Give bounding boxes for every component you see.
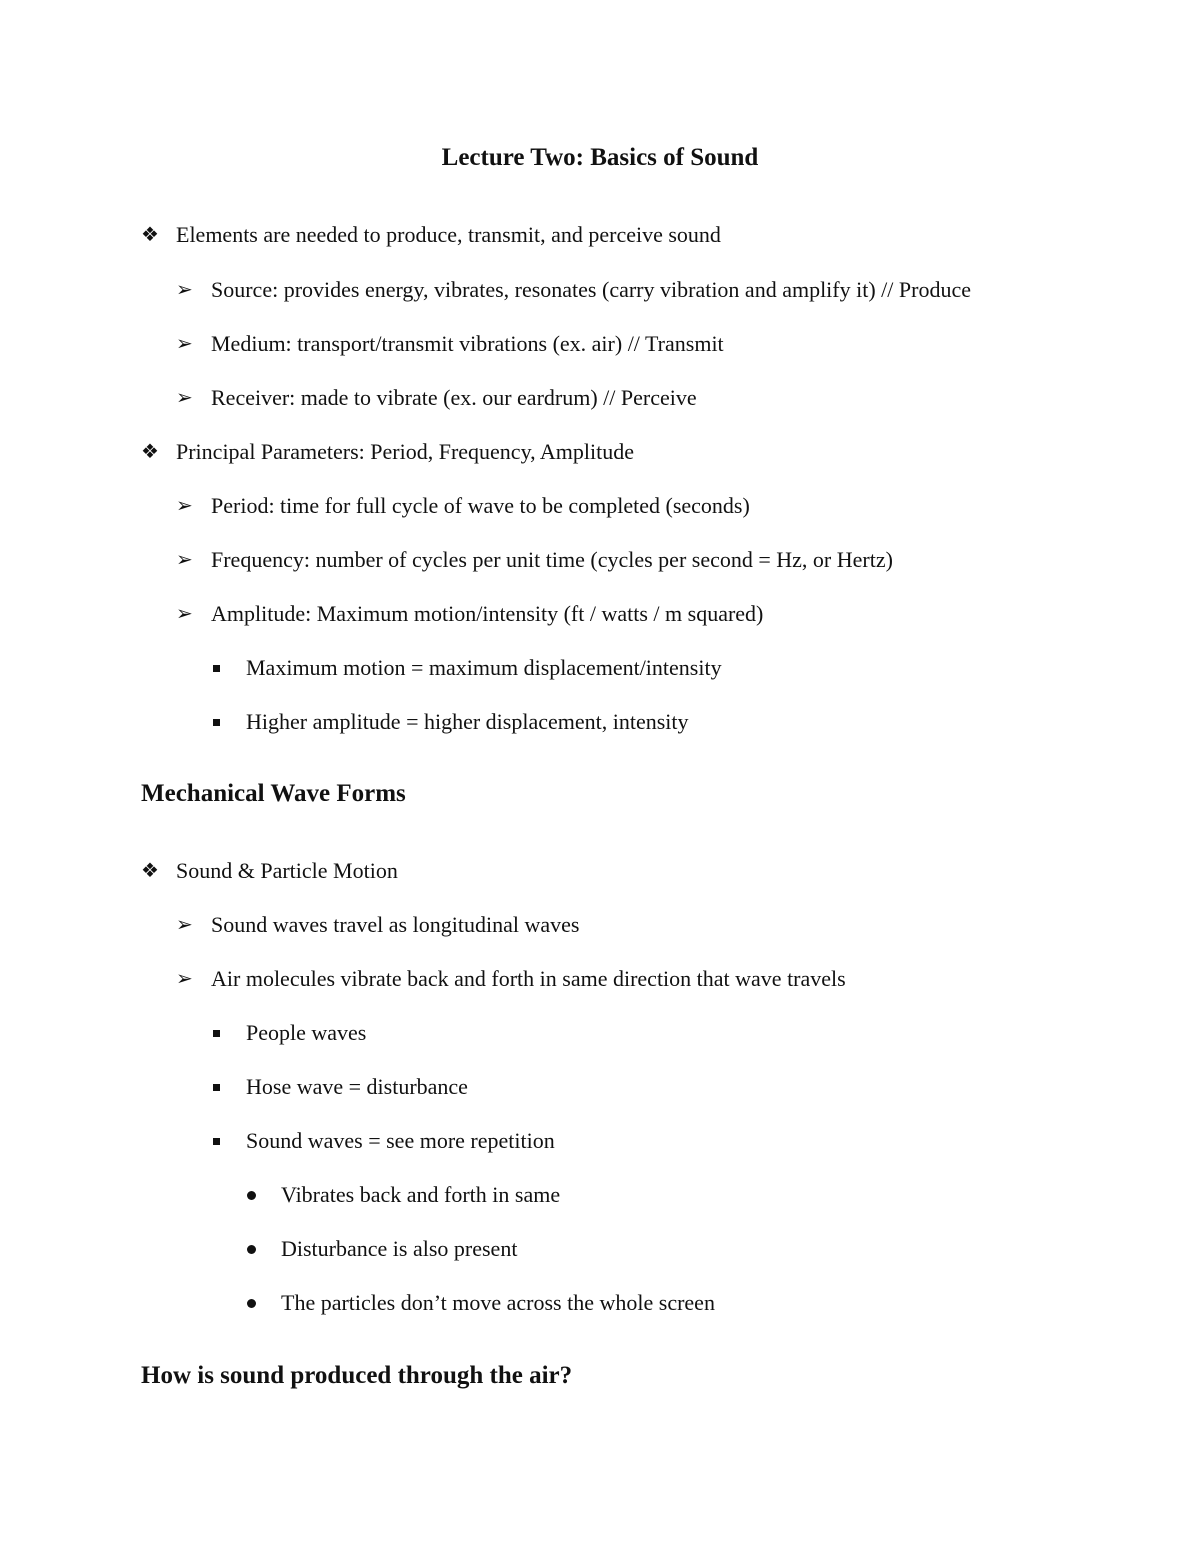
arrow-bullet-icon: ➢ <box>176 387 193 409</box>
list-item-text: Medium: transport/transmit vibrations (ex. air) // Transmit <box>211 331 724 356</box>
list-item-text: Principal Parameters: Period, Frequency, Amplitude <box>176 439 635 464</box>
list-item-text: Sound & Particle Motion <box>176 858 398 883</box>
arrow-bullet-icon: ➢ <box>176 914 193 936</box>
list-item-text: Air molecules vibrate back and forth in same direction that wave travels <box>211 966 846 991</box>
arrow-bullet-icon: ➢ <box>176 279 193 301</box>
list-item-text: Period: time for full cycle of wave to be completed (seconds) <box>211 493 750 518</box>
dot-bullet-icon <box>247 1245 256 1254</box>
square-bullet-icon <box>213 1138 220 1145</box>
section-heading: Mechanical Wave Forms <box>141 780 406 807</box>
list-item-text: Frequency: number of cycles per unit time (cycles per second = Hz, or Hertz) <box>211 547 893 572</box>
arrow-bullet-icon: ➢ <box>176 333 193 355</box>
square-bullet-icon <box>213 1030 220 1037</box>
square-bullet-icon <box>213 665 220 672</box>
list-item-text: Amplitude: Maximum motion/intensity (ft / watts / m squared) <box>211 601 764 626</box>
list-item-text: Hose wave = disturbance <box>246 1074 468 1099</box>
square-bullet-icon <box>213 1084 220 1091</box>
list-item-text: Higher amplitude = higher displacement, intensity <box>246 709 689 734</box>
list-item-text: Elements are needed to produce, transmit, and perceive sound <box>176 222 721 247</box>
list-item-text: Sound waves = see more repetition <box>246 1128 555 1153</box>
list-item-text: Receiver: made to vibrate (ex. our eardrum) // Perceive <box>211 385 697 410</box>
diamond-bullet-icon: ❖ <box>141 441 159 463</box>
arrow-bullet-icon: ➢ <box>176 495 193 517</box>
square-bullet-icon <box>213 719 220 726</box>
list-item-text: People waves <box>246 1020 367 1045</box>
arrow-bullet-icon: ➢ <box>176 603 193 625</box>
dot-bullet-icon <box>247 1191 256 1200</box>
diamond-bullet-icon: ❖ <box>141 860 159 882</box>
arrow-bullet-icon: ➢ <box>176 549 193 571</box>
section-heading: How is sound produced through the air? <box>141 1362 573 1389</box>
dot-bullet-icon <box>247 1299 256 1308</box>
arrow-bullet-icon: ➢ <box>176 968 193 990</box>
diamond-bullet-icon: ❖ <box>141 224 159 246</box>
list-item-text: The particles don’t move across the whole screen <box>281 1290 715 1315</box>
page-title: Lecture Two: Basics of Sound <box>441 144 759 171</box>
list-item-text: Disturbance is also present <box>281 1236 518 1261</box>
list-item-text: Vibrates back and forth in same <box>281 1182 561 1207</box>
list-item-text: Source: provides energy, vibrates, resonates (carry vibration and amplify it) // Produce <box>211 277 971 302</box>
list-item-text: Sound waves travel as longitudinal waves <box>211 912 580 937</box>
list-item-text: Maximum motion = maximum displacement/intensity <box>246 655 722 680</box>
